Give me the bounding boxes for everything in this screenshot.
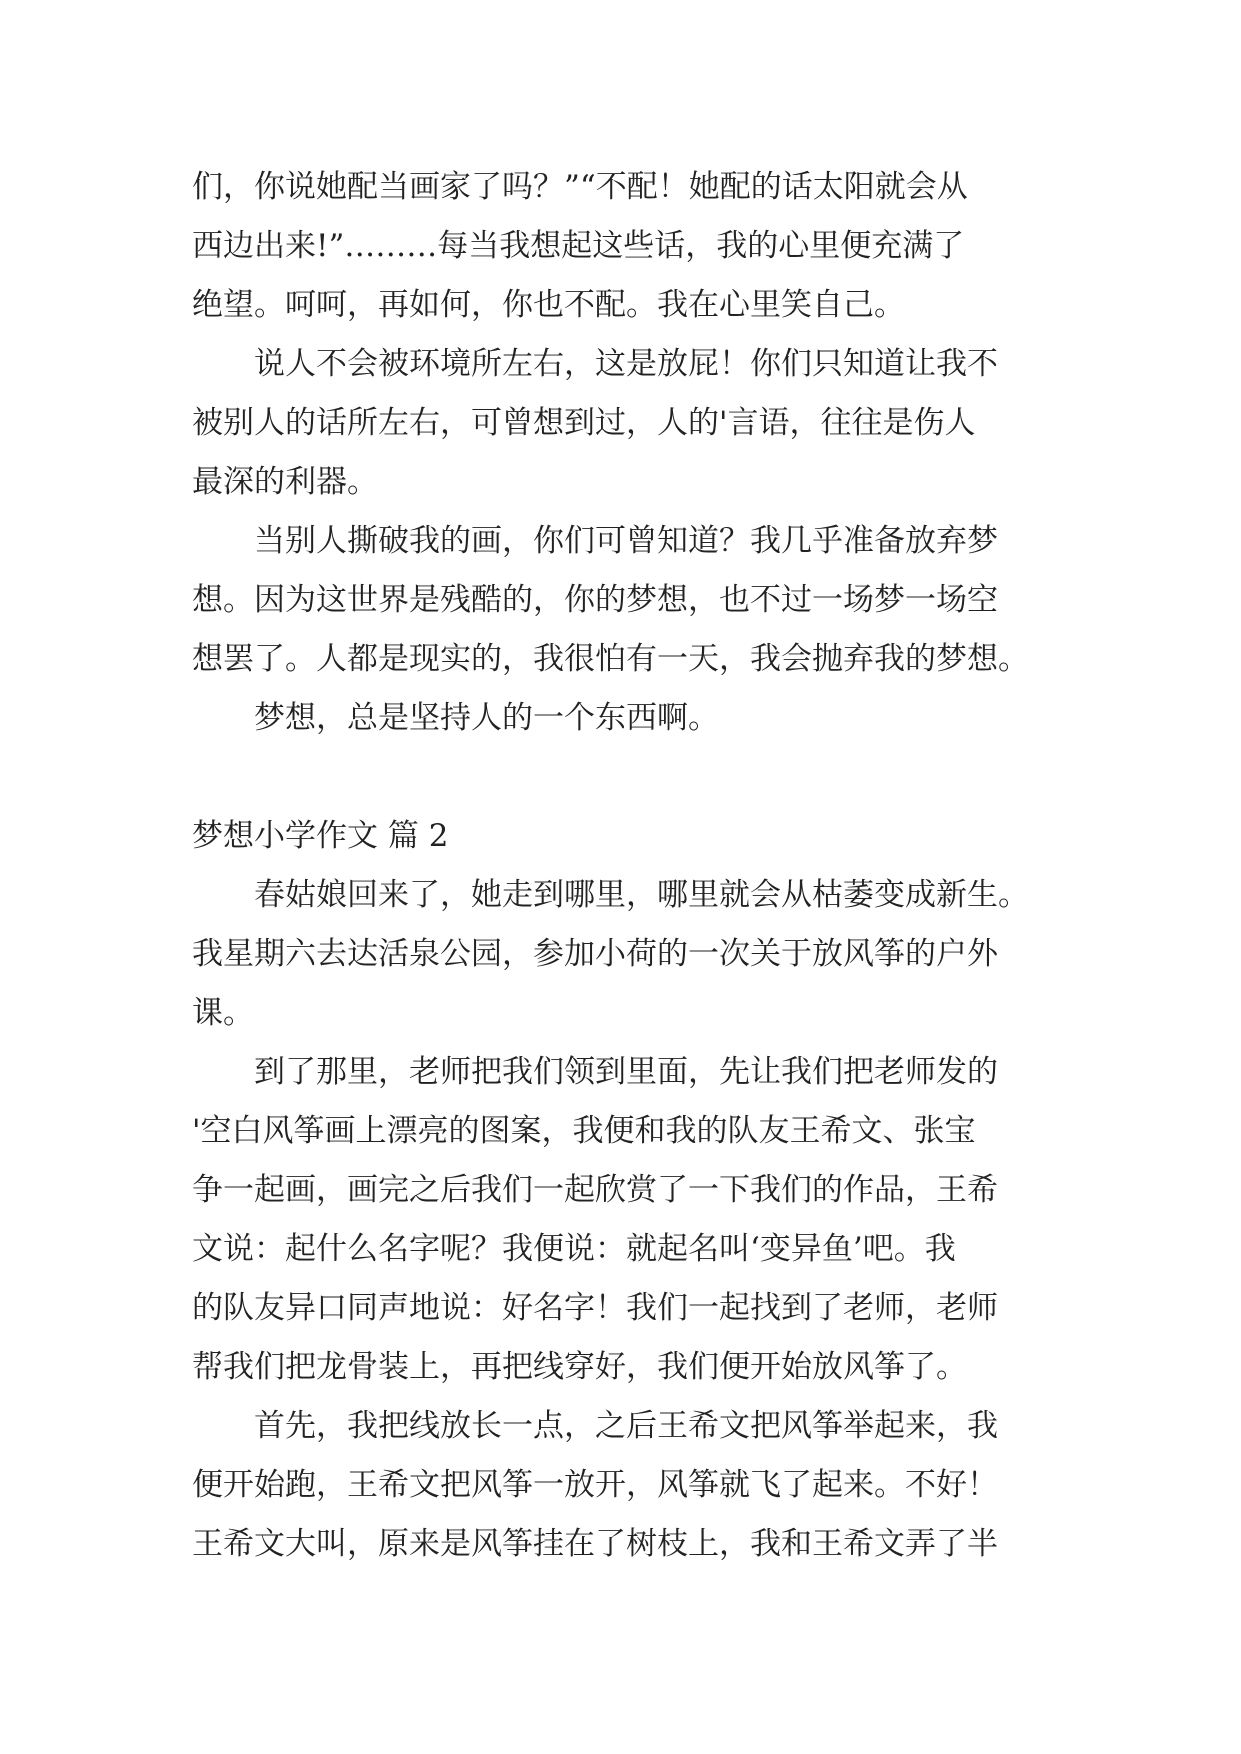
- section-heading: 梦想小学作文 篇 2: [192, 818, 449, 854]
- text-line: 当别人撕破我的画，你们可曾知道？我几乎准备放弃梦: [192, 523, 998, 559]
- text-line: 被别人的话所左右，可曾想到过，人的'言语，往往是伤人: [192, 405, 976, 441]
- text-line: 文说：起什么名字呢？我便说：就起名叫‘变异鱼’吧。我: [192, 1231, 956, 1267]
- text-line: 课。: [192, 995, 254, 1031]
- text-line: 想罢了。人都是现实的，我很怕有一天，我会抛弃我的梦想。: [192, 641, 1029, 677]
- document-body: [192, 158, 1054, 1574]
- text-line: 争一起画，画完之后我们一起欣赏了一下我们的作品，王希: [192, 1172, 998, 1208]
- text-line: 春姑娘回来了，她走到哪里，哪里就会从枯萎变成新生。: [192, 877, 1029, 913]
- section-gap: [192, 748, 1054, 807]
- text-line: 我星期六去达活泉公园，参加小荷的一次关于放风筝的户外: [192, 936, 998, 972]
- text-line: 梦想，总是坚持人的一个东西啊。: [192, 700, 719, 736]
- text-line: 说人不会被环境所左右，这是放屁！你们只知道让我不: [192, 346, 998, 382]
- text-line: 首先，我把线放长一点，之后王希文把风筝举起来，我: [192, 1408, 998, 1444]
- text-line: 便开始跑，王希文把风筝一放开，风筝就飞了起来。不好！: [192, 1467, 998, 1503]
- text-line: 们，你说她配当画家了吗？”“不配！她配的话太阳就会从: [192, 169, 968, 205]
- text-line: 到了那里，老师把我们领到里面，先让我们把老师发的: [192, 1054, 998, 1090]
- text-line: '空白风筝画上漂亮的图案，我便和我的队友王希文、张宝: [192, 1113, 976, 1149]
- text-line: 的队友异口同声地说：好名字！我们一起找到了老师，老师: [192, 1290, 998, 1326]
- text-line: 帮我们把龙骨装上，再把线穿好，我们便开始放风筝了。: [192, 1349, 967, 1385]
- text-line: 想。因为这世界是残酷的，你的梦想，也不过一场梦一场空: [192, 582, 998, 618]
- text-line: 王希文大叫，原来是风筝挂在了树枝上，我和王希文弄了半: [192, 1526, 998, 1562]
- text-line: 绝望。呵呵，再如何，你也不配。我在心里笑自己。: [192, 287, 905, 323]
- text-line: 西边出来!”………每当我想起这些话，我的心里便充满了: [192, 228, 965, 264]
- text-line: 最深的利器。: [192, 464, 378, 500]
